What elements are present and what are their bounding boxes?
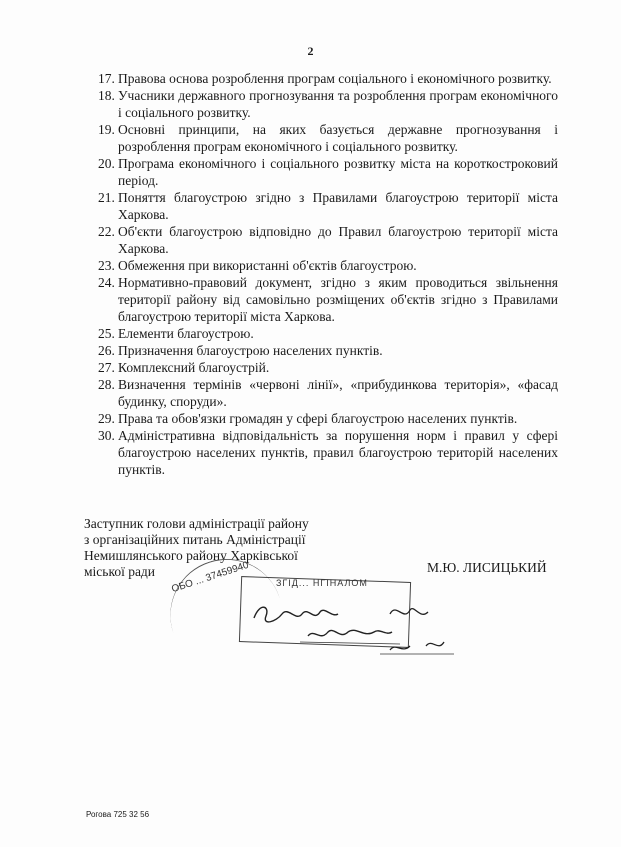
list-item-number: 27.: [98, 360, 115, 375]
list-item-number: 29.: [98, 411, 115, 426]
list-item-number: 21.: [98, 190, 115, 205]
list-item: [98, 359, 558, 376]
list-item-number: 23.: [98, 258, 115, 273]
list-item: [98, 427, 558, 478]
list-item: [98, 70, 558, 87]
list-item-text: Обмеження при використанні об'єктів благоустрою.: [118, 258, 417, 273]
list-item: [98, 342, 558, 359]
signature-line: з організаційних питань Адміністрації: [84, 532, 306, 547]
signature-line: Заступник голови адміністрації району: [84, 516, 309, 531]
list-item-number: 30.: [98, 428, 115, 443]
list-item-text: Поняття благоустрою згідно з Правилами благоустрою території міста Харкова.: [118, 190, 558, 222]
list-item-text: Об'єкти благоустрою відповідно до Правил благоустрою території міста Харкова.: [118, 224, 558, 256]
list-item-text: Призначення благоустрою населених пунктів.: [118, 343, 383, 358]
list-item-text: Елементи благоустрою.: [118, 326, 254, 341]
list-item-number: 19.: [98, 122, 115, 137]
list-item-text: Учасники державного прогнозування та розроблення програм економічного і соціального розвитку.: [118, 88, 558, 120]
list-item-text: Комплексний благоустрій.: [118, 360, 270, 375]
list-item: [98, 410, 558, 427]
list-item: [98, 189, 558, 223]
question-list: [98, 70, 558, 478]
list-item: [98, 325, 558, 342]
list-item-number: 24.: [98, 275, 115, 290]
list-item: [98, 121, 558, 155]
signature-line: міської ради: [84, 564, 156, 579]
list-item-text: Визначення термінів «червоні лінії», «прибудинкова територія», «фасад будинку, споруди».: [118, 377, 558, 409]
list-item-text: Правова основа розроблення програм соціального і економічного розвитку.: [118, 71, 552, 86]
list-item-text: Права та обов'язки громадян у сфері благоустрою населених пунктів.: [118, 411, 518, 426]
list-item-number: 25.: [98, 326, 115, 341]
approval-stamp-header: ЗГІД... НГІНАЛОМ: [276, 578, 368, 588]
list-item: [98, 223, 558, 257]
signer-name: М.Ю. ЛИСИЦЬКИЙ: [427, 560, 547, 575]
list-item-text: Основні принципи, на яких базується державне прогнозування і розроблення програм економічного і соціального розвитку.: [118, 122, 558, 154]
footer-contact: Рогова 725 32 56: [86, 810, 150, 819]
list-item-number: 26.: [98, 343, 115, 358]
round-stamp-text: ОБО ... 37459940: [170, 559, 251, 596]
list-item-number: 17.: [98, 71, 115, 86]
list-item-number: 22.: [98, 224, 115, 239]
list-item: [98, 87, 558, 121]
list-item: [98, 376, 558, 410]
list-item-number: 28.: [98, 377, 115, 392]
list-item-text: Програма економічного і соціального розвитку міста на короткостроковий період.: [118, 156, 558, 188]
list-item: [98, 257, 558, 274]
signature-line: Немишлянського району Харківської: [84, 548, 298, 563]
list-item: [98, 274, 558, 325]
list-item-text: Нормативно-правовий документ, згідно з яким проводиться звільнення території району від самовільно розміщених об'єктів згідно з Правилами благоустрою території міста Харкова.: [118, 275, 558, 324]
list-item: [98, 155, 558, 189]
list-item-text: Адміністративна відповідальність за порушення норм і правил у сфері благоустрою населених пунктів, правил благоустрою територій населених пунктів.: [118, 428, 558, 477]
page-number: 2: [307, 44, 314, 58]
handwritten-signature: [240, 592, 470, 662]
list-item-number: 20.: [98, 156, 115, 171]
list-item-number: 18.: [98, 88, 115, 103]
